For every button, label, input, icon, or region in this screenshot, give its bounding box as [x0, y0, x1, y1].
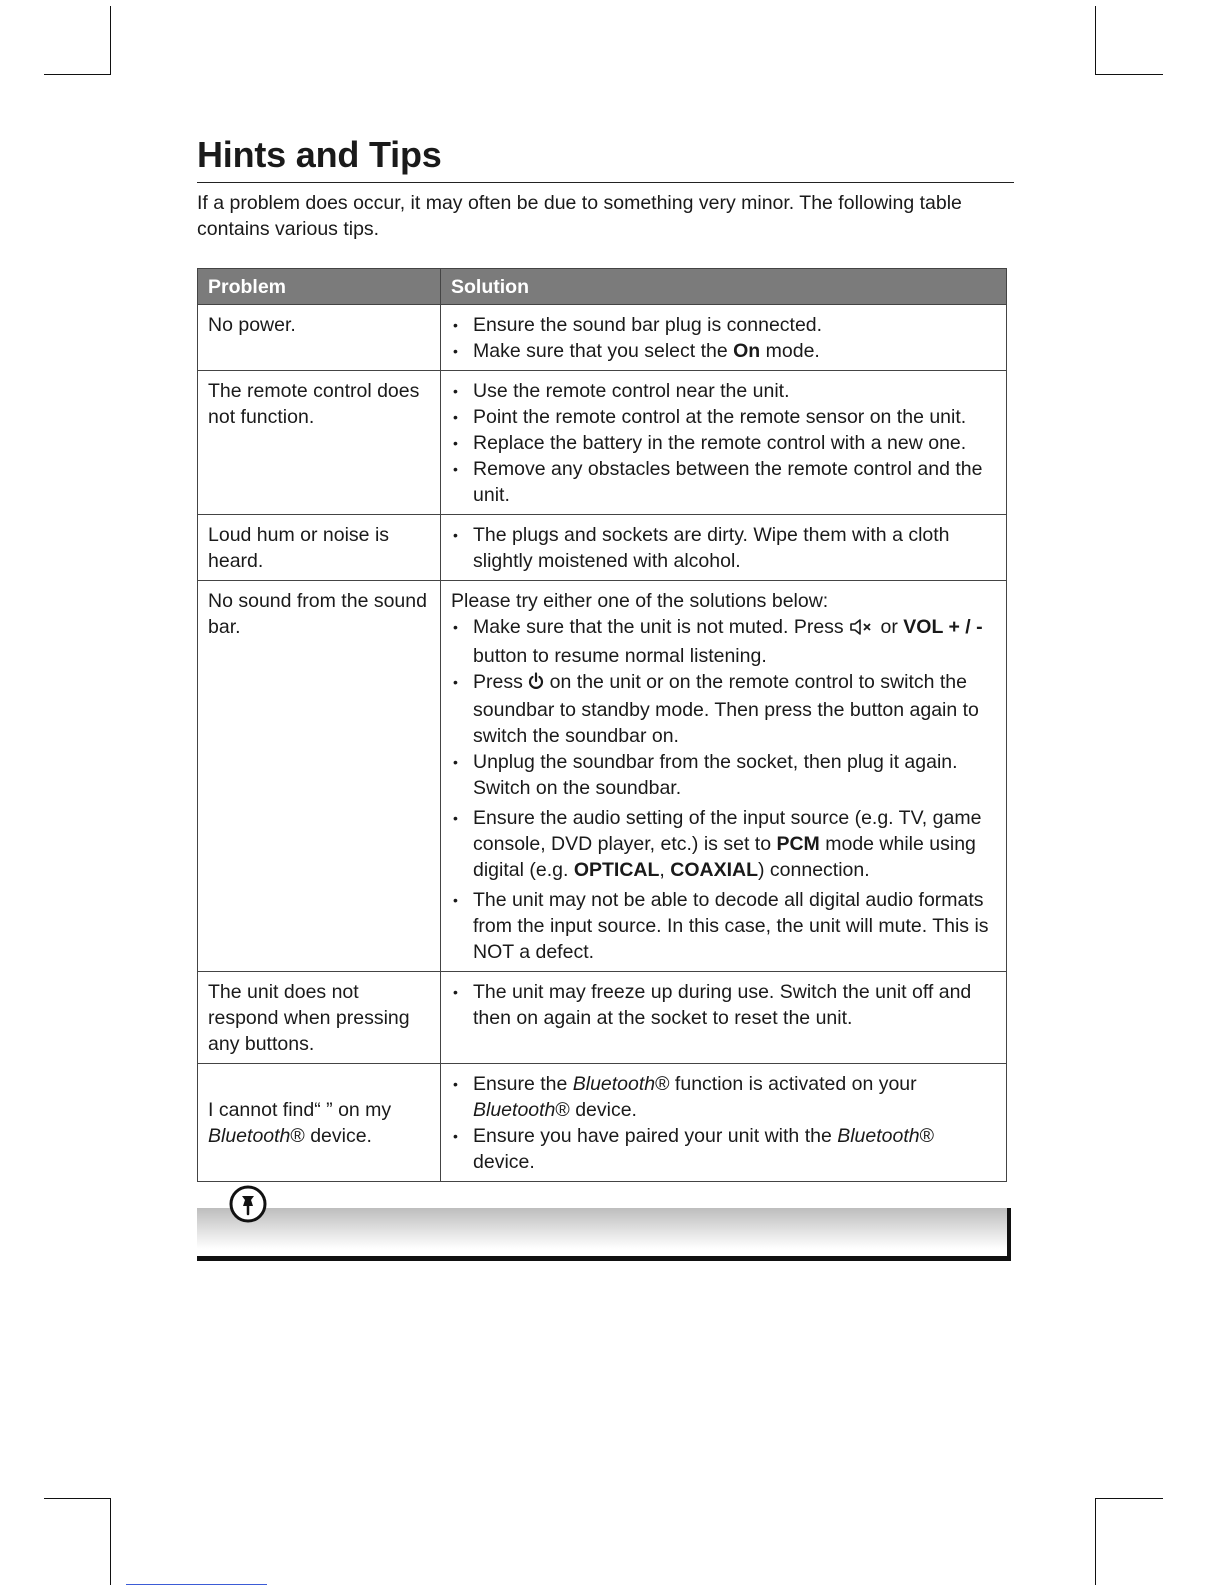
crop-mark-bottom-right-h	[1095, 1498, 1163, 1499]
hints-table	[197, 268, 1007, 1182]
solution-cell	[441, 371, 1007, 515]
solution-item: • Remove any obstacles between the remote control and the unit.	[451, 456, 996, 508]
problem-cell: I cannot find“ ” on my Bluetooth® device.	[198, 1064, 441, 1182]
page-title: Hints and Tips	[197, 134, 442, 175]
header-solution: Solution	[441, 269, 1007, 305]
note-pin-icon	[228, 1184, 268, 1224]
crop-mark-bottom-right-v	[1095, 1498, 1096, 1585]
problem-cell: Loud hum or noise is heard.	[198, 515, 441, 581]
title-divider	[197, 182, 1014, 183]
solution-item: • Point the remote control at the remote sensor on the unit.	[451, 404, 996, 430]
crop-mark-bottom-left-h	[44, 1498, 111, 1499]
table-row	[198, 581, 1007, 972]
table-header-row	[198, 269, 1007, 305]
problem-cell: The unit does not respond when pressing any buttons.	[198, 972, 441, 1064]
solution-item: • Use the remote control near the unit.	[451, 378, 996, 404]
solution-item: • The unit may freeze up during use. Switch the unit off and then on again at the socket to reset the unit.	[451, 979, 996, 1031]
solution-item: • Ensure the sound bar plug is connected.	[451, 312, 996, 338]
table-row	[198, 515, 1007, 581]
solution-cell	[441, 972, 1007, 1064]
solution-item: • The unit may not be able to decode all digital audio formats from the input source. In this case, the unit will mute. This is NOT a defect.	[451, 887, 996, 965]
solution-cell	[441, 581, 1007, 972]
note-banner	[197, 1208, 1011, 1261]
solution-item: • Make sure that you select the On mode.	[451, 338, 996, 364]
crop-mark-bottom-left-v	[110, 1498, 111, 1585]
crop-mark-top-right-h	[1095, 74, 1163, 75]
mute-icon	[849, 617, 875, 643]
table-row	[198, 972, 1007, 1064]
solution-item: • Ensure the audio setting of the input source (e.g. TV, game console, DVD player, etc.) is set to PCM mode while using digital (e.g. OPTICAL, COAXIAL) connection.	[451, 805, 996, 883]
solution-item: • Unplug the soundbar from the socket, then plug it again. Switch on the soundbar.	[451, 749, 996, 801]
table-row	[198, 1064, 1007, 1182]
crop-mark-top-left-v	[110, 6, 111, 74]
solution-cell	[441, 515, 1007, 581]
solution-lead: Please try either one of the solutions below:	[451, 590, 829, 612]
problem-cell: No sound from the sound bar.	[198, 581, 441, 972]
solution-item: • Ensure you have paired your unit with the Bluetooth® device.	[451, 1123, 996, 1175]
solution-item: • Replace the battery in the remote control with a new one.	[451, 430, 996, 456]
table-row	[198, 305, 1007, 371]
crop-mark-top-right-v	[1095, 6, 1096, 74]
solution-item: • The plugs and sockets are dirty. Wipe them with a cloth slightly moistened with alcohol.	[451, 522, 996, 574]
solution-item: • Press on the unit or on the remote control to switch the soundbar to standby mode. Then press the button again to switch the soundbar on.	[451, 669, 996, 749]
solution-cell	[441, 305, 1007, 371]
intro-text: If a problem does occur, it may often be due to something very minor. The following table contains various tips.	[197, 192, 962, 240]
solution-cell	[441, 1064, 1007, 1182]
solution-item: • Make sure that the unit is not muted. Press or VOL + / - button to resume normal listening.	[451, 614, 996, 669]
table-row	[198, 371, 1007, 515]
problem-cell: No power.	[198, 305, 441, 371]
header-problem: Problem	[198, 269, 441, 305]
problem-cell: The remote control does not function.	[198, 371, 441, 515]
solution-item: • Ensure the Bluetooth® function is activated on your Bluetooth® device.	[451, 1071, 996, 1123]
power-icon	[528, 671, 544, 697]
crop-mark-top-left-h	[44, 74, 111, 75]
